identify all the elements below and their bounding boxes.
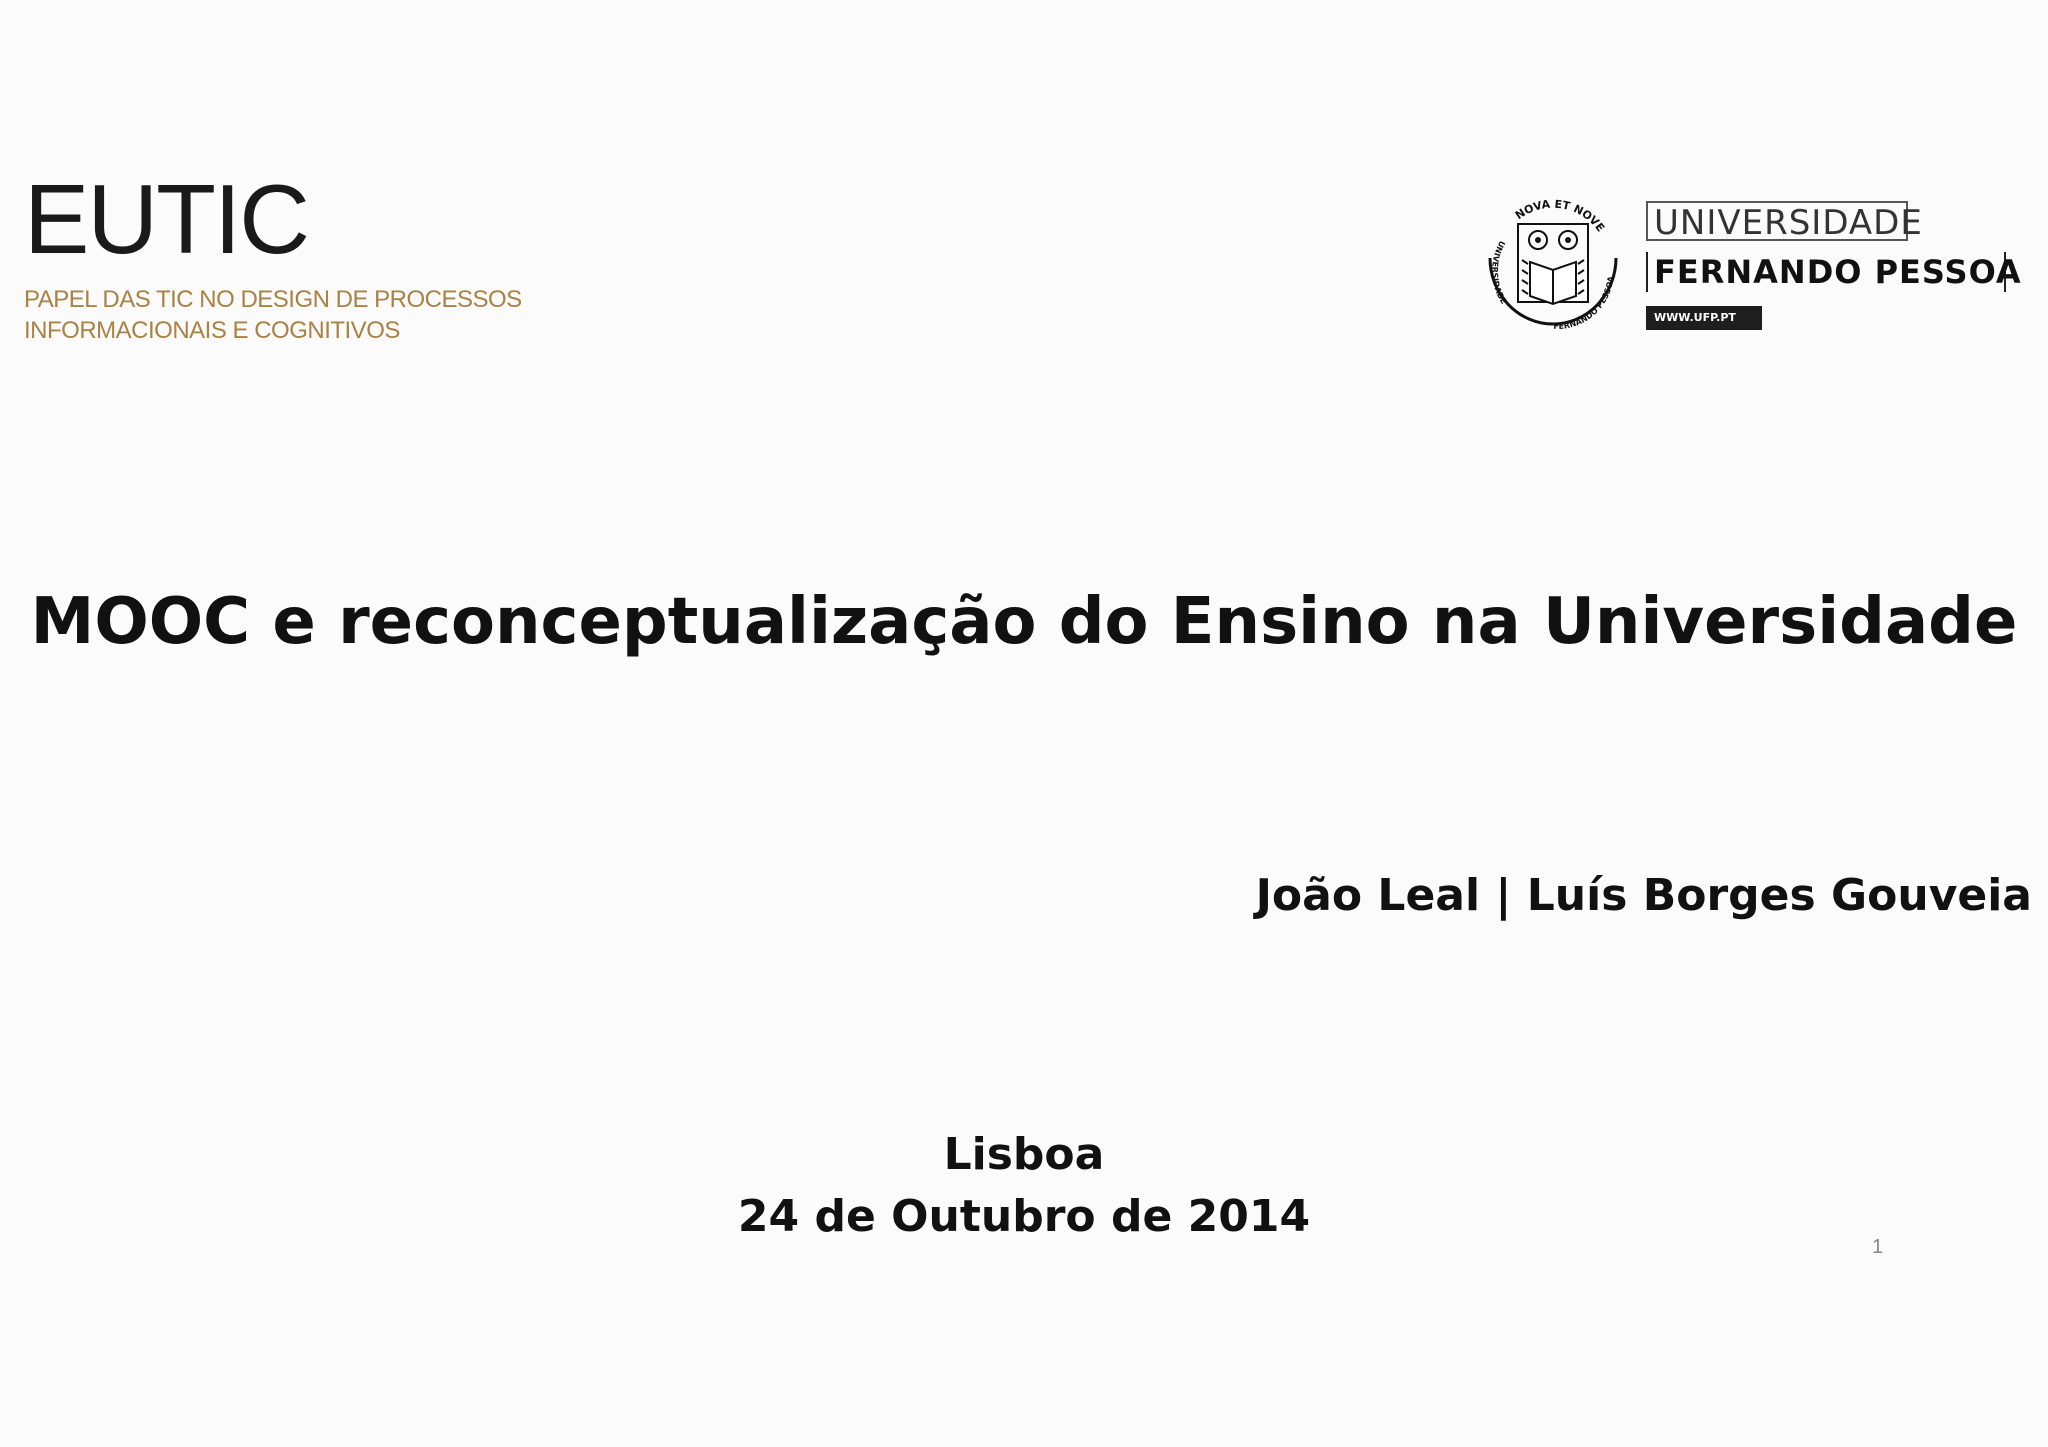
svg-text:NOVA ET NOVE <box>1513 198 1607 235</box>
seal-top-text: NOVA ET NOVE <box>1512 197 1608 235</box>
place-and-date <box>524 1124 1524 1248</box>
ufp-logo <box>1480 178 2022 358</box>
svg-text:FERNANDO PESSOA: FERNANDO PESSOA <box>1553 275 1616 331</box>
slide-authors: João Leal | Luís Borges Gouveia <box>1255 870 2032 921</box>
ufp-url: WWW.UFP.PT <box>1646 306 1762 330</box>
slide-title: MOOC e reconceptualização do Ensino na Universidade <box>30 585 2018 659</box>
ufp-name-line1: UNIVERSIDADE <box>1646 201 1908 241</box>
eutic-logo <box>24 164 584 350</box>
slide-place: Lisboa <box>943 1129 1105 1180</box>
ufp-name-line2: FERNANDO PESSOA <box>1646 252 2006 292</box>
eutic-tagline-line1: PAPEL DAS TIC NO DESIGN DE PROCESSOS <box>24 286 522 313</box>
svg-text:UNIVERSIDADE: UNIVERSIDADE <box>1490 239 1509 306</box>
ufp-seal-icon <box>1480 178 1626 358</box>
page-number: 1 <box>1872 1236 1884 1258</box>
slide-date: 24 de Outubro de 2014 <box>737 1191 1311 1242</box>
eutic-tagline <box>24 284 522 346</box>
eutic-wordmark: EUTIC <box>24 164 308 274</box>
eutic-tagline-line2: INFORMACIONAIS E COGNITIVOS <box>24 317 400 344</box>
